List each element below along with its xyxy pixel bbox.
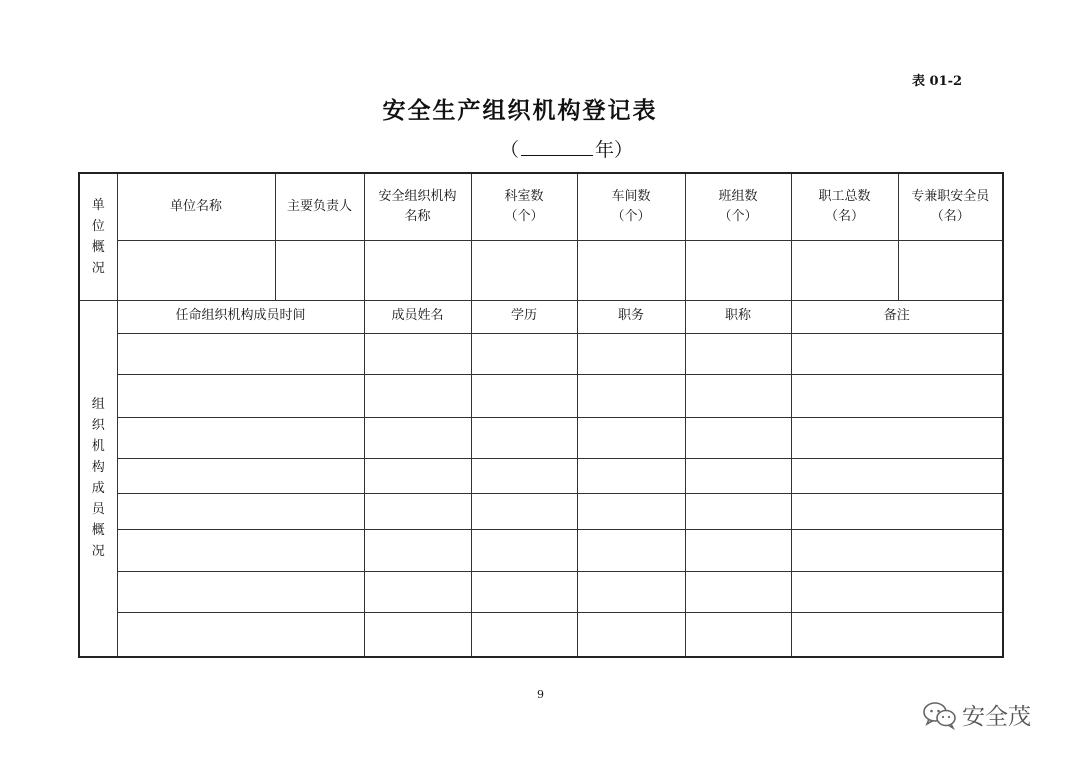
cell-title[interactable] bbox=[685, 374, 791, 417]
cell-education[interactable] bbox=[471, 612, 577, 657]
header-departments: 科室数 （个） bbox=[471, 173, 577, 240]
unit-section-label: 单位概况 bbox=[79, 173, 117, 300]
cell-member-name[interactable] bbox=[364, 612, 471, 657]
input-teams[interactable] bbox=[685, 240, 791, 300]
cell-appointment-time[interactable] bbox=[117, 417, 364, 458]
cell-remarks[interactable] bbox=[791, 571, 1003, 612]
cell-remarks[interactable] bbox=[791, 458, 1003, 493]
input-principal[interactable] bbox=[275, 240, 364, 300]
cell-title[interactable] bbox=[685, 417, 791, 458]
header-remarks: 备注 bbox=[791, 300, 1003, 333]
cell-member-name[interactable] bbox=[364, 571, 471, 612]
cell-position[interactable] bbox=[577, 493, 685, 529]
cell-position[interactable] bbox=[577, 571, 685, 612]
cell-position[interactable] bbox=[577, 458, 685, 493]
table-row bbox=[79, 417, 1003, 458]
table-row bbox=[79, 374, 1003, 417]
input-workshops[interactable] bbox=[577, 240, 685, 300]
cell-member-name[interactable] bbox=[364, 458, 471, 493]
header-safety-officers: 专兼职安全员 （名） bbox=[898, 173, 1003, 240]
header-org-name: 安全组织机构 名称 bbox=[364, 173, 471, 240]
cell-appointment-time[interactable] bbox=[117, 374, 364, 417]
cell-education[interactable] bbox=[471, 571, 577, 612]
wechat-icon bbox=[922, 700, 958, 730]
cell-title[interactable] bbox=[685, 612, 791, 657]
header-position: 职务 bbox=[577, 300, 685, 333]
cell-title[interactable] bbox=[685, 333, 791, 374]
cell-position[interactable] bbox=[577, 333, 685, 374]
year-blank[interactable] bbox=[521, 137, 593, 156]
cell-title[interactable] bbox=[685, 571, 791, 612]
header-title: 职称 bbox=[685, 300, 791, 333]
table-row bbox=[79, 458, 1003, 493]
cell-member-name[interactable] bbox=[364, 333, 471, 374]
cell-position[interactable] bbox=[577, 417, 685, 458]
cell-appointment-time[interactable] bbox=[117, 493, 364, 529]
cell-appointment-time[interactable] bbox=[117, 571, 364, 612]
table-row bbox=[79, 529, 1003, 571]
watermark-text: 安全茂 bbox=[962, 704, 1031, 730]
header-appointment-time: 任命组织机构成员时间 bbox=[117, 300, 364, 333]
cell-position[interactable] bbox=[577, 529, 685, 571]
input-org-name[interactable] bbox=[364, 240, 471, 300]
watermark bbox=[922, 698, 1031, 731]
cell-member-name[interactable] bbox=[364, 529, 471, 571]
cell-education[interactable] bbox=[471, 374, 577, 417]
registration-table bbox=[78, 172, 1004, 658]
table-row bbox=[79, 493, 1003, 529]
year-close-paren: ） bbox=[614, 139, 634, 161]
input-staff-total[interactable] bbox=[791, 240, 898, 300]
year-suffix: 年 bbox=[595, 139, 615, 161]
input-departments[interactable] bbox=[471, 240, 577, 300]
cell-education[interactable] bbox=[471, 333, 577, 374]
cell-appointment-time[interactable] bbox=[117, 333, 364, 374]
table-row bbox=[79, 612, 1003, 657]
cell-member-name[interactable] bbox=[364, 493, 471, 529]
cell-remarks[interactable] bbox=[791, 417, 1003, 458]
header-education: 学历 bbox=[471, 300, 577, 333]
cell-education[interactable] bbox=[471, 493, 577, 529]
header-workshops: 车间数 （个） bbox=[577, 173, 685, 240]
cell-position[interactable] bbox=[577, 612, 685, 657]
table-row bbox=[79, 333, 1003, 374]
page-number: 9 bbox=[537, 688, 544, 701]
cell-remarks[interactable] bbox=[791, 612, 1003, 657]
cell-appointment-time[interactable] bbox=[117, 612, 364, 657]
input-safety-officers[interactable] bbox=[898, 240, 1003, 300]
table-row bbox=[79, 571, 1003, 612]
cell-position[interactable] bbox=[577, 374, 685, 417]
header-unit-name: 单位名称 bbox=[117, 173, 275, 240]
cell-education[interactable] bbox=[471, 417, 577, 458]
cell-remarks[interactable] bbox=[791, 529, 1003, 571]
cell-education[interactable] bbox=[471, 458, 577, 493]
header-teams: 班组数 （个） bbox=[685, 173, 791, 240]
header-member-name: 成员姓名 bbox=[364, 300, 471, 333]
cell-title[interactable] bbox=[685, 493, 791, 529]
header-staff-total: 职工总数 （名） bbox=[791, 173, 898, 240]
cell-appointment-time[interactable] bbox=[117, 458, 364, 493]
page-title: 安全生产组织机构登记表 bbox=[382, 97, 658, 124]
cell-remarks[interactable] bbox=[791, 333, 1003, 374]
header-principal: 主要负责人 bbox=[275, 173, 364, 240]
cell-remarks[interactable] bbox=[791, 374, 1003, 417]
year-open-paren: （ bbox=[500, 139, 520, 161]
cell-title[interactable] bbox=[685, 458, 791, 493]
cell-title[interactable] bbox=[685, 529, 791, 571]
member-section-label: 组织机构成员概况 bbox=[79, 300, 117, 657]
cell-member-name[interactable] bbox=[364, 374, 471, 417]
input-unit-name[interactable] bbox=[117, 240, 275, 300]
cell-remarks[interactable] bbox=[791, 493, 1003, 529]
cell-appointment-time[interactable] bbox=[117, 529, 364, 571]
cell-education[interactable] bbox=[471, 529, 577, 571]
cell-member-name[interactable] bbox=[364, 417, 471, 458]
year-line bbox=[500, 135, 633, 162]
form-code: 表 01-2 bbox=[912, 74, 963, 89]
